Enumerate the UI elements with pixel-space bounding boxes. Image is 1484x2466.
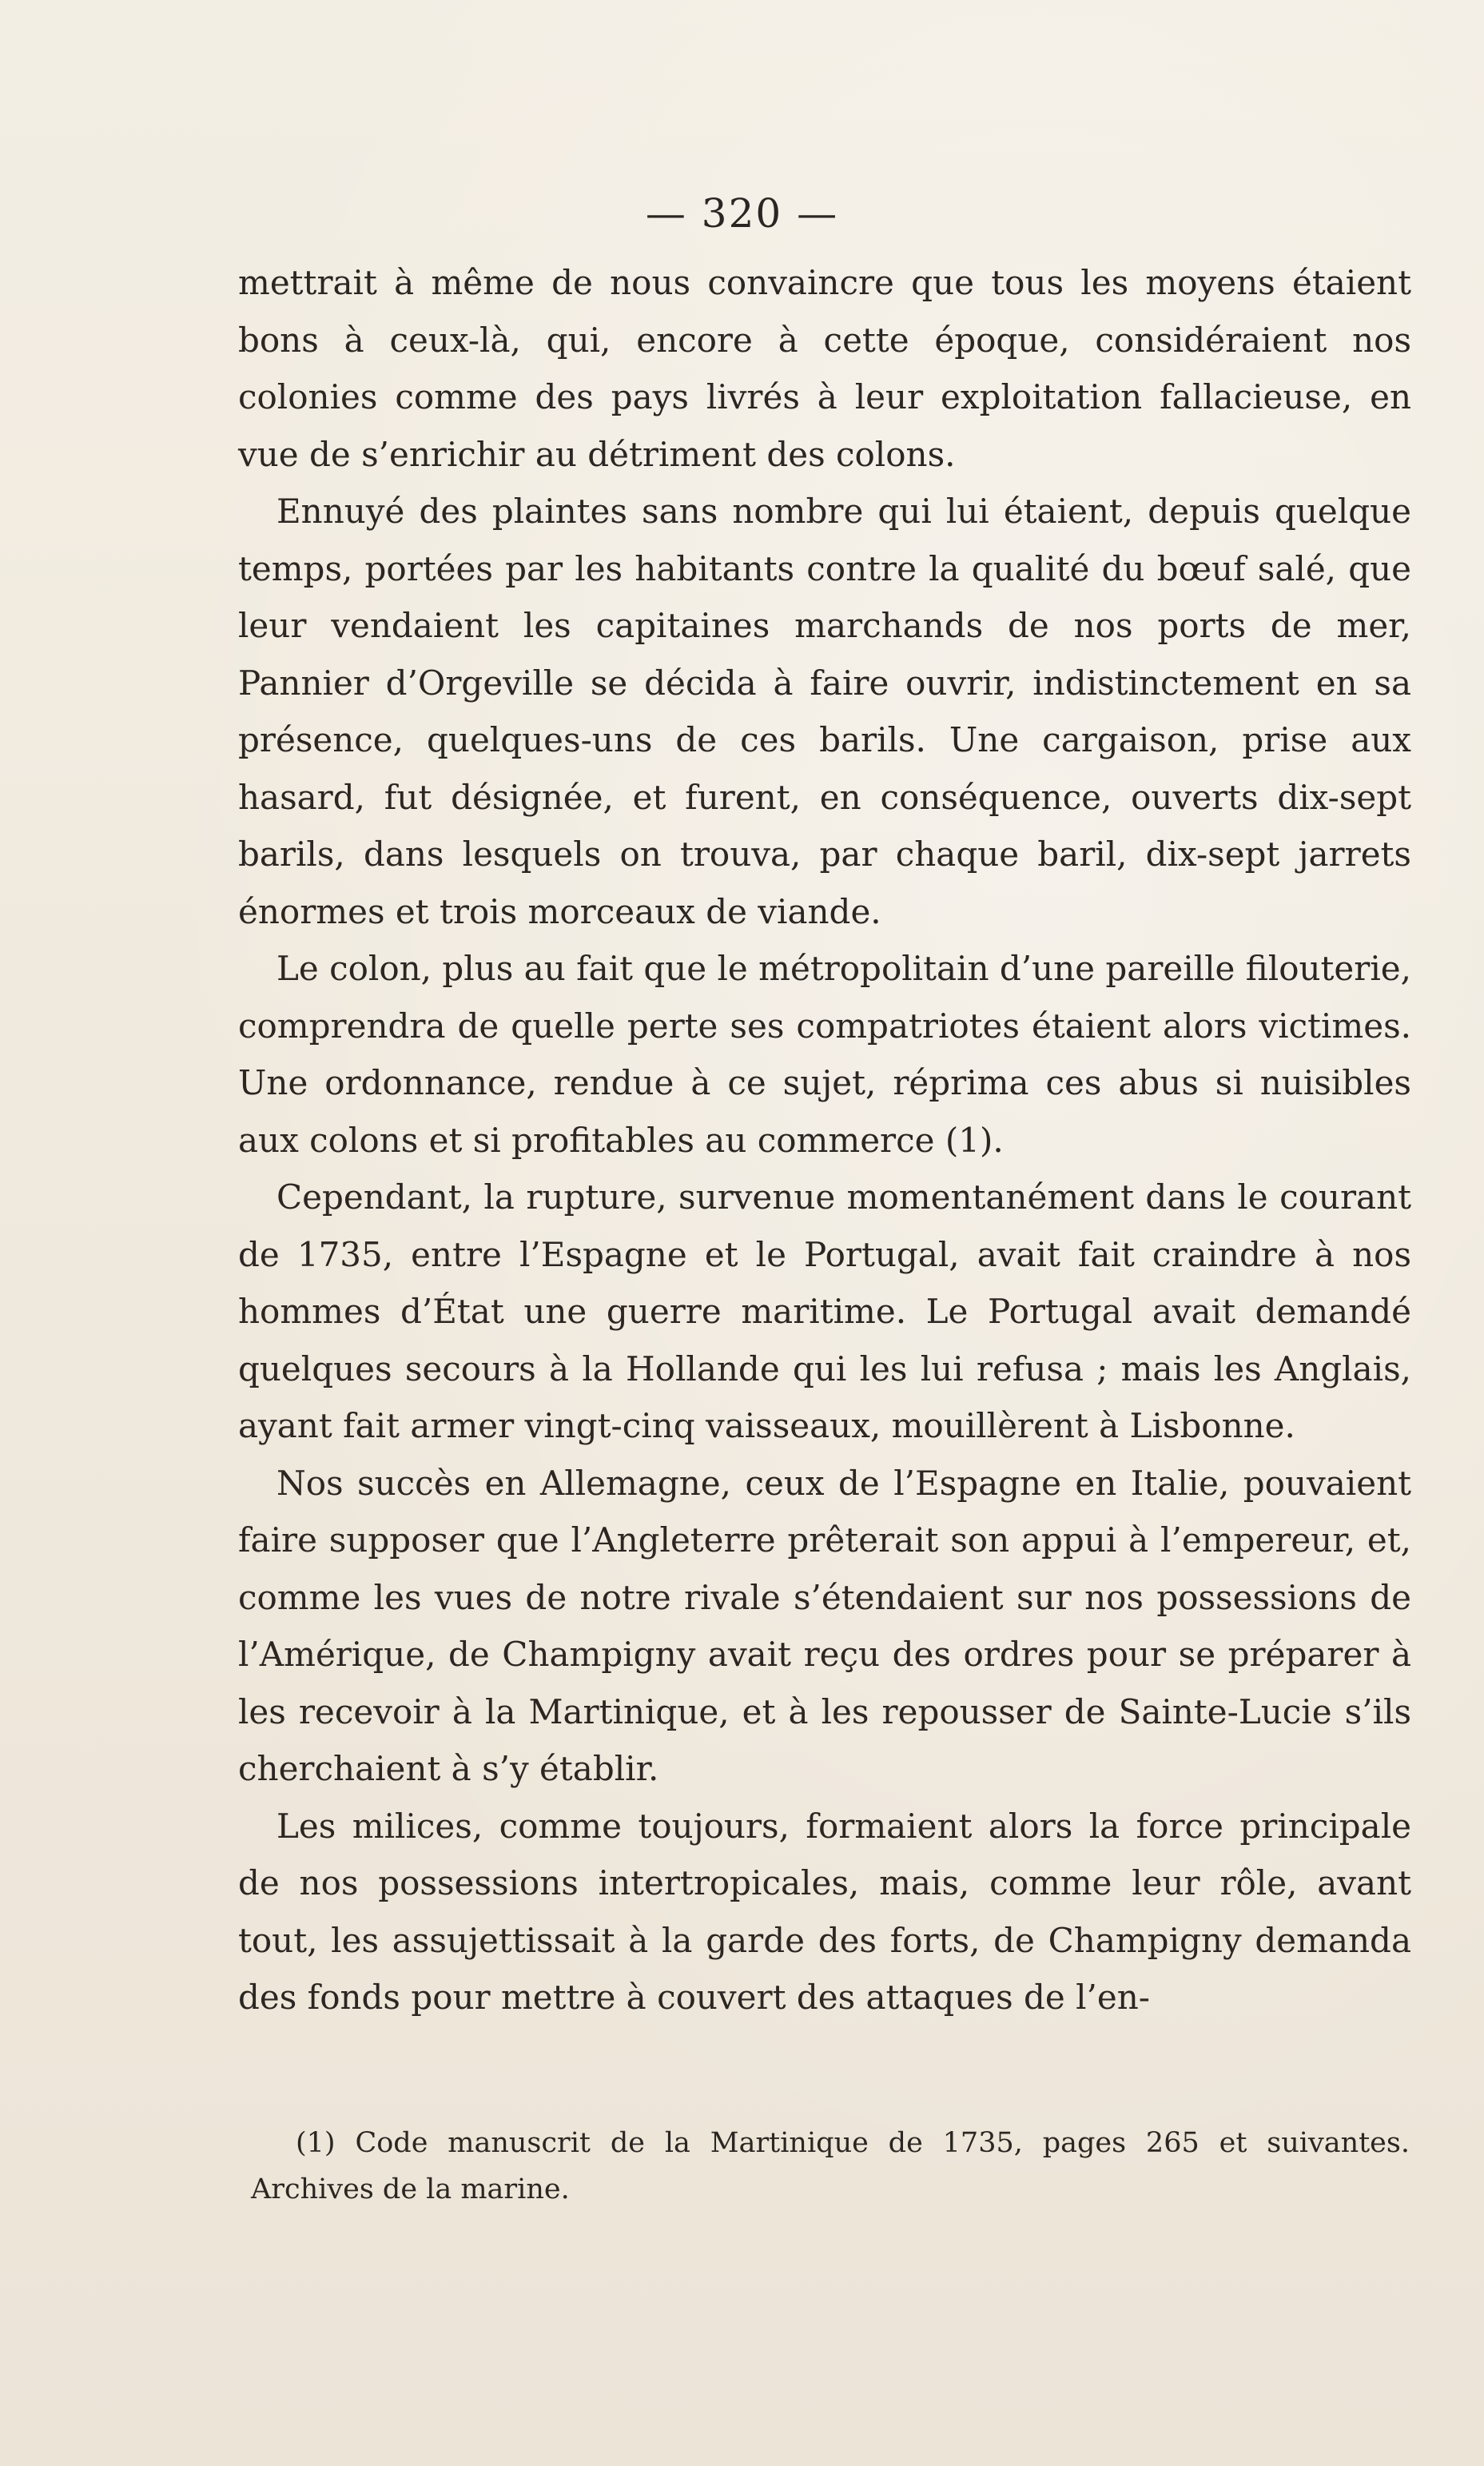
footnote-text: Code manuscrit de la Martinique de 1735, pages 265 et suivantes. Archives de la marine. — [251, 2127, 1410, 2205]
page-number: — 320 — — [645, 190, 839, 237]
paragraph-3-text: Le colon, plus au fait que le métropolitain d’une pareille filouterie, comprendra de quelle perte ses compatriotes étaient alors victimes. Une ordonnance, rendue à ce sujet, réprima ces abus si nuisibles aux colons et si profitables au commerce — [238, 949, 1411, 1160]
paragraph-5: Nos succès en Allemagne, ceux de l’Espagne en Italie, pouvaient faire supposer que l’Angleterre prêterait son appui à l’empereur, et, comme les vues de notre rivale s’étendaient sur nos possessions de l’Amérique, de Champigny avait reçu des ordres pour se préparer à les recevoir à la Martinique, et à les repousser de Sainte-Lucie s’ils cherchaient à s’y établir. — [238, 1463, 1411, 1788]
footnote-1 — [251, 2120, 1410, 2213]
paragraph-1: mettrait à même de nous convaincre que tous les moyens étaient bons à ceux-là, qui, encore à cette époque, considéraient nos colonies comme des pays livrés à leur exploitation fallacieuse, en vue de s’enrichir au détriment des colons. — [238, 263, 1411, 474]
paragraph-2: Ennuyé des plaintes sans nombre qui lui étaient, depuis quelque temps, portées par les habitants contre la qualité du bœuf salé, que leur vendaient les capitaines marchands de nos ports de mer, Pannier d’Orgeville se décida à faire ouvrir, indistinctement en sa présence, quelques-uns de ces barils. Une cargaison, prise aux hasard, fut désignée, et furent, en conséquence, ouverts dix-sept barils, dans lesquels on trouva, par chaque baril, dix-sept jarrets énormes et trois morceaux de viande. — [238, 492, 1411, 931]
footnotes — [251, 2120, 1410, 2213]
body-text — [238, 254, 1411, 2026]
paragraph-4: Cependant, la rupture, survenue momentanément dans le courant de 1735, entre l’Espagne et le Portugal, avait fait craindre à nos hommes d’État une guerre maritime. Le Portugal avait demandé quelques secours à la Hollande qui les lui refusa ; mais les Anglais, ayant fait armer vingt-cinq vaisseaux, mouillèrent à Lisbonne. — [238, 1177, 1411, 1445]
paragraph-6: Les milices, comme toujours, formaient alors la force principale de nos possessions intertropicales, mais, comme leur rôle, avant tout, les assujettissait à la garde des forts, de Champigny demanda des fonds pour mettre à couvert des attaques de l’en- — [238, 1806, 1411, 2017]
footnote-marker: (1) — [296, 2127, 336, 2159]
footnote-reference: (1). — [945, 1120, 1004, 1160]
paragraph-3 — [238, 940, 1411, 1169]
